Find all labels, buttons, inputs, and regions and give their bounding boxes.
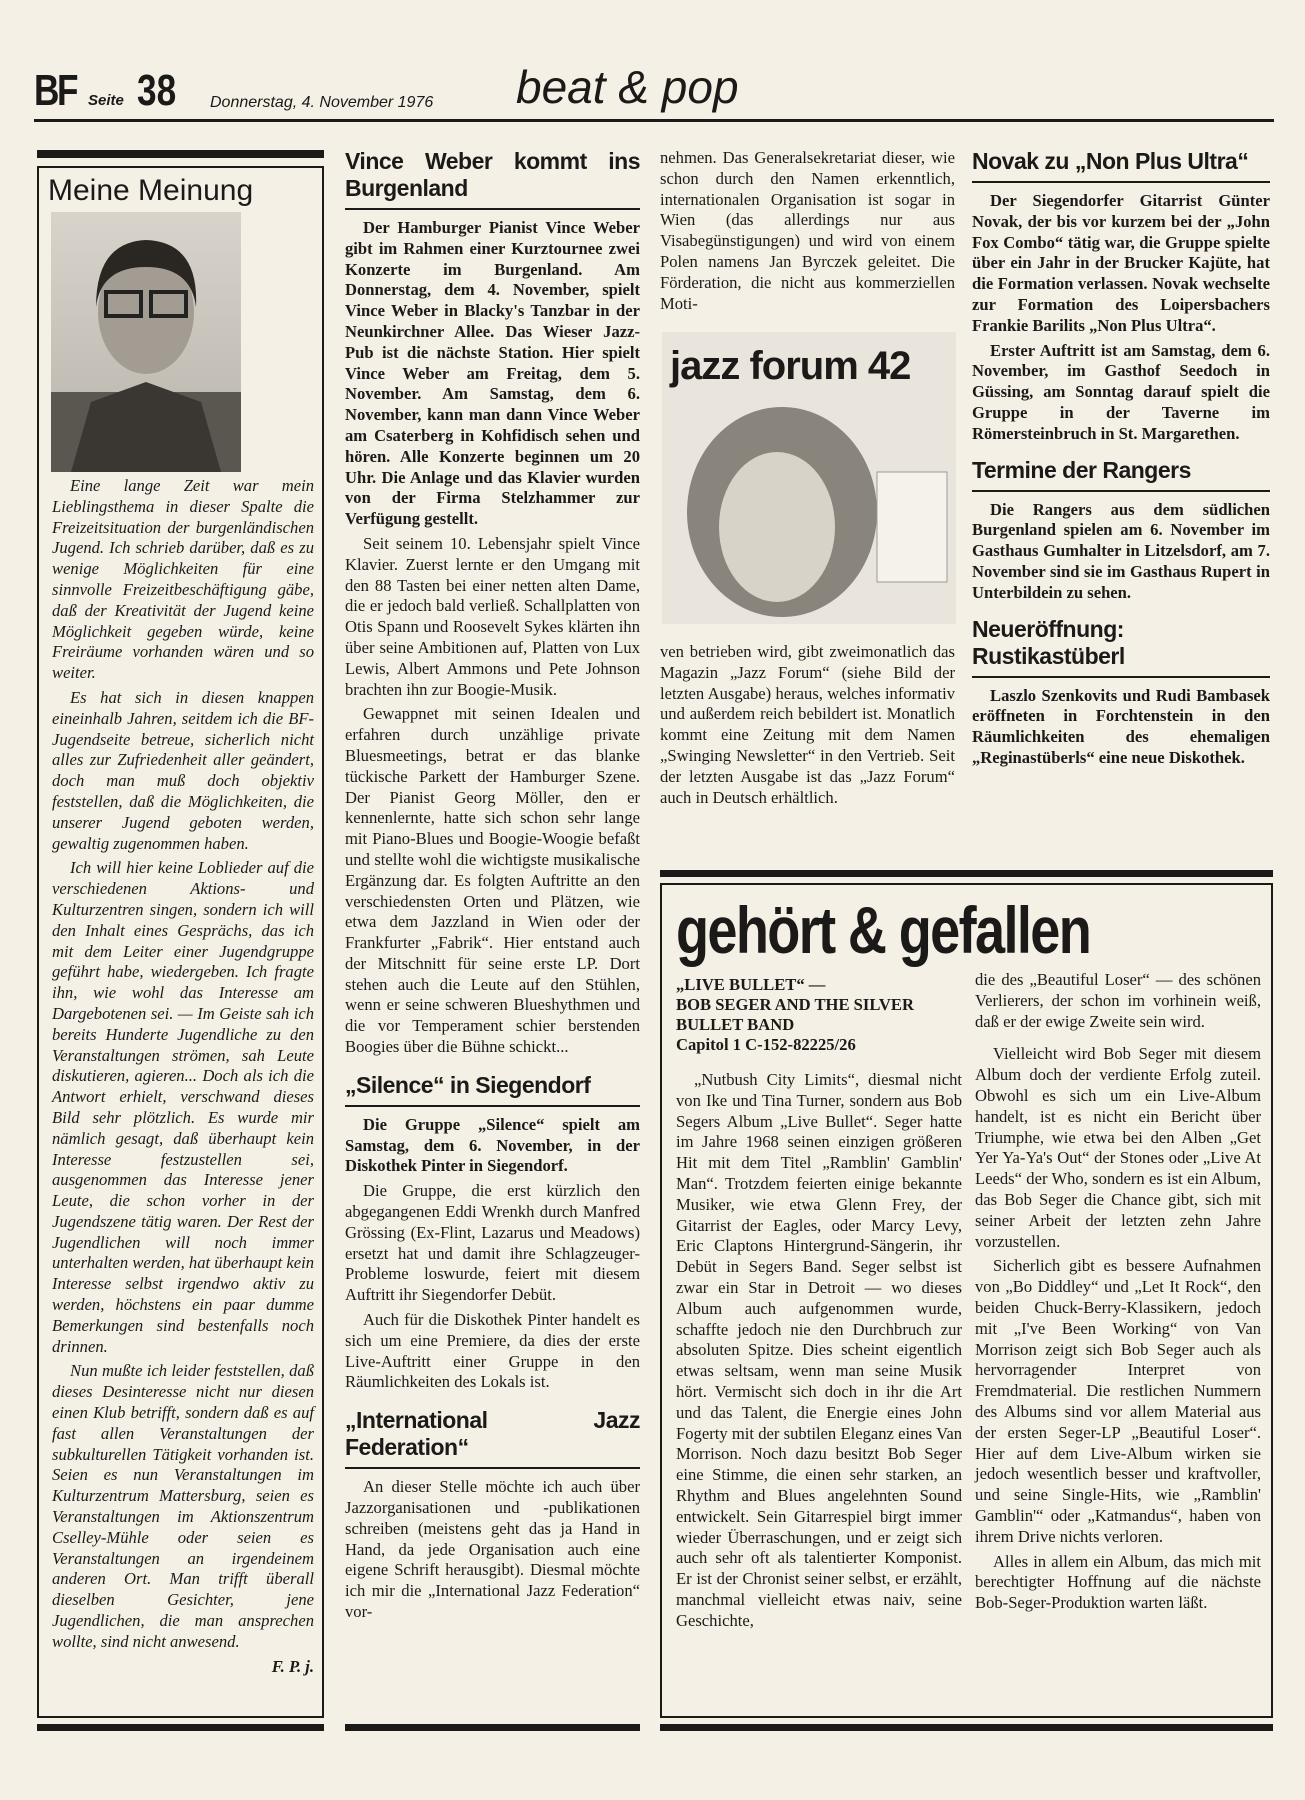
album-line: Capitol 1 C-152-82225/26 — [676, 1035, 856, 1054]
paragraph: Es hat sich in diesen knappen eineinhalb Jahren, seitdem ich die BF-Jugendseite betreue, sicherlich nicht alles zur Zufriedenheit aller geändert, doch man muß doch objektiv feststellen, daß die Möglichkeiten, die unserer Jugend geboten werden, gewaltig zugenommen haben. — [52, 687, 314, 853]
header-rule — [34, 119, 1274, 122]
paragraph: Laszlo Szenkovits und Rudi Bambasek eröffneten in Forchtenstein in den Räumlichkeiten des ehemaligen „Reginastüberls“ eine neue Diskothek. — [972, 685, 1270, 767]
review-column-b — [975, 970, 1261, 1618]
paragraph: Auch für die Diskothek Pinter handelt es sich um eine Premiere, da dies der erste Live-Auftritt einer Gruppe in den Räumlichkeiten des Lokals ist. — [345, 1310, 640, 1392]
article-ijf-end — [660, 642, 955, 812]
opinion-title: Meine Meinung — [48, 174, 254, 207]
paragraph: Vielleicht wird Bob Seger mit diesem Album doch der verdiente Erfolg zuteil. Obwohl es sich um ein Live-Album handelt, ist es nicht ein Bericht über Triumphe, wie etwa bei den Alben „Get Yer Ya-Ya's Out“ der Stones oder „Live At Leeds“ der Who, sondern es ist ein Album, das Bob Seger die Chance gibt, sich mit seiner Arbeit der letzten zehn Jahre vorzustellen. — [975, 1044, 1261, 1251]
paragraph: Sicherlich gibt es bessere Aufnahmen von „Bo Diddley“ und „Let It Rock“, den beiden Chuck-Berry-Klassikern, jedoch mit „I've Been Working“ von Van Morrison zeigt sich Bob Seger auch als hervorragender Interpret von Fremdmaterial. Die restlichen Nummern des Albums sind vor allem Material aus der ersten Seger-LP „Beautiful Loser“. Hier auf dem Live-Album wirken sie jedoch wesentlich besser und kraftvoller, und seine Single-Hits, wie „Ramblin' Gamblin'“ oder „Katmandus“, haben von ihrem Drive nichts verloren. — [975, 1256, 1261, 1546]
paragraph: An dieser Stelle möchte ich auch über Jazzorganisationen und -publikationen schreiben (meistens geht das ja Hand in Hand, da jede Organisation auch eine eigene Schrift herausgibt). Diesmal möchte ich mir die „International Jazz Federation“ vor- — [345, 1477, 640, 1622]
headline: Novak zu „Non Plus Ultra“ — [972, 148, 1270, 183]
box-bar — [660, 870, 1273, 877]
headline: Vince Weber kommt ins Burgenland — [345, 148, 640, 210]
paragraph: Eine lange Zeit war mein Lieblingsthema in dieser Spalte die Freizeitsituation der burgenländischen Jugend. Ich schrieb darüber, daß es zu wenige Möglichkeiten für eine sinnvolle Freizeitbeschäftigung gäbe, daß der Kreativität der Jugend keine Möglichkeit gegeben würde, keine Freiräume vorhanden wären und so weiter. — [52, 476, 314, 683]
review-column-a — [676, 1070, 962, 1636]
page-label: Seite — [88, 92, 124, 109]
column-bar — [37, 1724, 324, 1731]
paragraph: Gewappnet mit seinen Idealen und erfahren durch unzählige private Bluesmeetings, betrat er das blanke tückische Parkett der Hamburger Szene. Der Pianist Georg Möller, den er kennenlernte, hatte sich schon sehr lange mit Piano-Blues und Boogie-Woogie befaßt und stellte wohl die wichtigste musikalische Ergänzung dar. Es folgten Auftritte an den verschiedensten Orten und Plätzen, wie etwa dem Jazzland in Wien oder der Frankfurter „Fabrik“. Hier entstand auch der Mitschnitt für seine erste LP. Dort stehen auch die Leute auf den Stühlen, wenn er seine schweren Blueshythmen und die vor Temperament schier berstenden Boogies über die Bühne schickt... — [345, 704, 640, 1057]
paragraph: Nun mußte ich leider feststellen, daß dieses Desinteresse nicht nur diesen einen Klub betrifft, sondern daß es auf fast allen Veranstaltungen der subkulturellen Tätigkeit vorhanden ist. Seien es nun Veranstaltungen im Kulturzentrum Mattersburg, seien es Veranstaltungen im Aktionszentrum Cselley-Mühle oder seien es Veranstaltungen an irgendeinem anderen Ort. Man trifft überall dieselben Gesichter, jene Jugendlichen, die man ansprechen wollte, sind nicht anwesend. — [52, 1361, 314, 1651]
column-bar — [37, 150, 324, 158]
paragraph: ven betrieben wird, gibt zweimonatlich das Magazin „Jazz Forum“ (siehe Bild der letzten Ausgabe) heraus, welches informativ und außerdem reich bebildert ist. Monatlich kommt eine Zeitung mit dem Namen „Swinging Newsletter“ in den Vertrieb. Seit der letzten Ausgabe ist das „Jazz Forum“ auch in Deutsch erhältlich. — [660, 642, 955, 807]
headline: „International Jazz Federation“ — [345, 1407, 640, 1469]
headline: „Silence“ in Siegendorf — [345, 1072, 640, 1107]
paragraph: nehmen. Das Generalsekretariat dieser, wie schon durch den Namen erkenntlich, internationalen Organisation ist sogar in Wien (das allerdings nur aus Visabegünstigungen) und wird von einem Polen namens Jan Byrczek geleitet. Die Förderation, die nicht aus kommerziellen Moti- — [660, 148, 955, 313]
album-line: „LIVE BULLET“ — — [676, 975, 826, 994]
paragraph: Ich will hier keine Loblieder auf die verschiedenen Aktions- und Kulturzentren singen, sondern ich will den Inhalt eines Gesprächs, das ich mit dem Leiter einer Jugendgruppe geführt habe, wiedergeben. Ich fragte ihn, wie wohl das Interesse am Dargebotenen sei. — Im Geiste sah ich bereits Hunderte Jugendliche zu den Veranstaltungen strömen, sah Leute diskutieren, agieren... Doch als ich die Antwort erhielt, verschwand dieses Bild sehr plötzlich. Es wurde mir nämlich gesagt, daß überhaupt kein Interesse festzustellen sei, ausgenommen das Interesse jener Leute, die schon vorher in der Jugendszene tätig waren. Der Rest der Jugendlichen will noch immer unterhalten werden, hat überhaupt kein Interesse selbst irgendwo aktiv zu werden, höchstens ein paar dumme Bemerkungen sind bestenfalls noch drinnen. — [52, 858, 314, 1356]
paragraph: „Nutbush City Limits“, diesmal nicht von Ike und Tina Turner, sondern aus Bob Segers Album „Live Bullet“. Seger hatte im Jahre 1968 seinen einzigen größeren Hit mit dem Titel „Ramblin' Gamblin' Man“. Trotzdem feierten einige bekannte Musiker, wie etwa Glenn Frey, der Gitarrist der Eagles, oder Marcy Levy, Eric Claptons Hintergrund-Sängerin, ihr Debüt in Segers Band. Seger selbst ist zwar ein Star in Detroit — wo dieses Album auch aufgenommen wurde, schaffte jedoch nie den Durchbruch zur absoluten Spitze. Dies scheint eigentlich etwas seltsam, wenn man seine Musik hört. Vermischt sich doch in ihr die Art und das Talent, die Energie eines John Fogerty mit der subtilen Eleganz eines Van Morrison. Noch dazu besitzt Bob Seger eine Stimme, die einen sehr starken, an Rhythm and Blues angelehnten Sound entwickelt. Sein Gitarrespiel birgt immer wieder Überraschungen, und er zeigt sich auch sehr oft als talentierter Komponist. Er ist der Chronist seiner selbst, er erzählt, manchmal vielleicht etwas naiv, seine Geschichte, — [676, 1070, 962, 1630]
author-photo — [51, 212, 241, 472]
album-line: BOB SEGER AND THE SILVER — [676, 995, 914, 1014]
page-number: 38 — [137, 66, 177, 115]
magazine-logo: jazz forum 42 — [670, 344, 911, 388]
paragraph: Die Rangers aus dem südlichen Burgenland spielen am 6. November im Gasthaus Gumhalter in Litzelsdorf, am 7. November sind sie im Gasthaus Rupert in Unterbildein zu sehen. — [972, 499, 1270, 602]
headline: Termine der Rangers — [972, 457, 1270, 492]
lead: Der Hamburger Pianist Vince Weber gibt im Rahmen einer Kurztournee zwei Konzerte im Burgenland. Am Donnerstag, dem 4. November, spielt Vince Weber in Blacky's Tanzbar in der Neunkirchner Allee. Das Wieser Jazz-Pub ist die nächste Station. Hier spielt Vince Weber am Freitag, dem 5. November. Am Samstag, dem 6. November, kann man dann Vince Weber am Csaterberg in Kohfidisch sehen und hören. Alle Konzerte beginnen um 20 Uhr. Die Anlage und das Klavier wurden von der Firma Stelzhammer zur Verfügung gestellt. — [345, 218, 640, 529]
paper-logo: BF — [34, 66, 77, 115]
section-title: beat & pop — [516, 61, 739, 113]
article-ijf-continued — [660, 148, 955, 318]
box-bar — [660, 1724, 1273, 1731]
headline: Neueröffnung: Rustikastüberl — [972, 616, 1270, 678]
issue-date: Donnerstag, 4. November 1976 — [210, 94, 434, 111]
paragraph: Der Siegendorfer Gitarrist Günter Novak, der bis vor kurzem bei der „John Fox Combo“ tätig war, die Gruppe spielte über ein Jahr in der Brucker Kajüte, hat die Formation verlassen. Novak wechselte zur Formation des Loipersbachers Frankie Barilits „Non Plus Ultra“. — [972, 191, 1270, 335]
lead: Die Gruppe „Silence“ spielt am Samstag, dem 6. November, in der Diskothek Pinter in Siegendorf. — [345, 1114, 640, 1176]
paragraph: die des „Beautiful Loser“ — des schönen Verlierers, der schon im vorhinein weiß, daß er der ewige Zweite sein wird. — [975, 970, 1261, 1031]
paragraph: Seit seinem 10. Lebensjahr spielt Vince Klavier. Zuerst lernte er den Umgang mit den 88 Tasten bei einer netten alten Dame, die er jedoch bald verließ. Schallplatten von Otis Spann und Roosevelt Sykes klärten ihn über seine Ambitionen auf, Platten von Lux Lewis, Albert Ammons und Pete Johnson brachten ihn zur Boogie-Musik. — [345, 533, 640, 699]
album-line: BULLET BAND — [676, 1015, 795, 1034]
review-title: gehört & gefallen — [676, 893, 1091, 967]
article-briefs — [972, 148, 1270, 773]
signature: F. P. j. — [271, 1656, 314, 1676]
opinion-text — [52, 476, 314, 1677]
column-bar — [345, 1724, 640, 1731]
paragraph: Alles in allem ein Album, das mich mit berechtigter Hoffnung auf die nächste Bob-Seger-Produktion warten läßt. — [975, 1551, 1261, 1613]
paragraph: Die Gruppe, die erst kürzlich den abgegangenen Eddi Wrenkh durch Manfred Grössing (Ex-Flint, Lazarus und Meadows) ersetzt hat und damit ihre Schlagzeuger-Probleme loswurde, feiert mit diesem Auftritt ihr Siegendorfer Debüt. — [345, 1181, 640, 1305]
jazz-forum-cover-image — [662, 332, 956, 624]
paragraph: Erster Auftritt ist am Samstag, dem 6. November, im Gasthof Seedoch in Güssing, am Sonntag darauf spielt die Gruppe in der Taverne im Römersteinbruch in St. Margarethen. — [972, 340, 1270, 443]
album-info — [676, 975, 966, 1055]
article-vince-weber — [345, 148, 640, 1627]
